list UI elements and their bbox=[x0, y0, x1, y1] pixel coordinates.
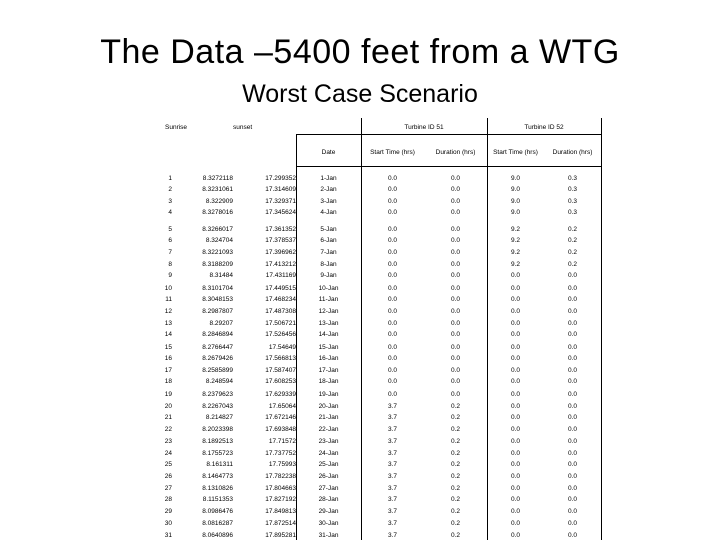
cell-duration-2: 0.0 bbox=[567, 426, 578, 433]
cell-date: 17-Jan bbox=[318, 367, 339, 374]
cell-sunset: 17.487308 bbox=[265, 308, 296, 315]
cell-duration-2: 0.0 bbox=[567, 496, 578, 503]
cell-date: 13-Jan bbox=[318, 320, 339, 327]
cell-sunset: 17.895281 bbox=[265, 532, 296, 539]
cell-start-2: 9.0 bbox=[510, 186, 521, 193]
cell-start-2: 0.0 bbox=[510, 414, 521, 421]
cell-date: 1-Jan bbox=[320, 175, 337, 182]
cell-day: 2 bbox=[168, 186, 172, 193]
cell-day: 1 bbox=[168, 175, 172, 182]
cell-date: 27-Jan bbox=[318, 485, 339, 492]
cell-day: 25 bbox=[164, 461, 172, 468]
cell-date: 12-Jan bbox=[318, 308, 339, 315]
cell-sunset: 17.431169 bbox=[265, 272, 296, 279]
cell-start-2: 9.2 bbox=[510, 249, 521, 256]
cell-sunset: 17.506721 bbox=[265, 320, 296, 327]
cell-sunrise: 8.1892513 bbox=[202, 438, 233, 445]
cell-day: 12 bbox=[164, 308, 172, 315]
cell-start-1: 0.0 bbox=[387, 355, 398, 362]
cell-date: 19-Jan bbox=[318, 391, 339, 398]
cell-date: 28-Jan bbox=[318, 496, 339, 503]
cell-day: 21 bbox=[164, 414, 172, 421]
cell-date: 30-Jan bbox=[318, 520, 339, 527]
cell-date: 20-Jan bbox=[318, 403, 339, 410]
slide-subtitle: Worst Case Scenario bbox=[242, 80, 478, 108]
cell-start-2: 9.2 bbox=[510, 237, 521, 244]
header-date: Date bbox=[321, 149, 336, 156]
cell-sunrise: 8.3266017 bbox=[202, 226, 233, 233]
cell-duration-1: 0.0 bbox=[450, 308, 461, 315]
cell-day: 31 bbox=[164, 532, 172, 539]
cell-duration-2: 0.3 bbox=[567, 186, 578, 193]
cell-start-1: 3.7 bbox=[387, 414, 398, 421]
cell-day: 10 bbox=[164, 285, 172, 292]
cell-duration-2: 0.0 bbox=[567, 403, 578, 410]
cell-day: 4 bbox=[168, 209, 172, 216]
cell-duration-1: 0.0 bbox=[450, 367, 461, 374]
cell-duration-2: 0.3 bbox=[567, 175, 578, 182]
cell-duration-2: 0.0 bbox=[567, 320, 578, 327]
cell-start-2: 0.0 bbox=[510, 485, 521, 492]
cell-sunset: 17.526456 bbox=[265, 331, 296, 338]
cell-date: 11-Jan bbox=[318, 296, 339, 303]
cell-duration-2: 0.0 bbox=[567, 473, 578, 480]
header-rule-top bbox=[296, 134, 601, 135]
cell-start-2: 0.0 bbox=[510, 473, 521, 480]
cell-day: 18 bbox=[164, 378, 172, 385]
cell-sunset: 17.608253 bbox=[265, 378, 296, 385]
cell-start-2: 0.0 bbox=[510, 285, 521, 292]
cell-sunrise: 8.2679426 bbox=[202, 355, 233, 362]
cell-duration-1: 0.0 bbox=[450, 320, 461, 327]
cell-start-2: 9.0 bbox=[510, 175, 521, 182]
cell-sunset: 17.827192 bbox=[265, 496, 296, 503]
cell-sunrise: 8.3231061 bbox=[202, 186, 233, 193]
cell-duration-1: 0.0 bbox=[450, 261, 461, 268]
cell-start-2: 0.0 bbox=[510, 308, 521, 315]
cell-duration-1: 0.0 bbox=[450, 355, 461, 362]
header-duration-1: Duration (hrs) bbox=[435, 149, 476, 156]
cell-date: 16-Jan bbox=[318, 355, 339, 362]
cell-day: 29 bbox=[164, 508, 172, 515]
cell-start-1: 0.0 bbox=[387, 320, 398, 327]
cell-duration-2: 0.0 bbox=[567, 414, 578, 421]
cell-start-2: 0.0 bbox=[510, 320, 521, 327]
cell-date: 9-Jan bbox=[320, 272, 337, 279]
cell-date: 5-Jan bbox=[320, 226, 337, 233]
cell-duration-1: 0.0 bbox=[450, 237, 461, 244]
cell-duration-1: 0.2 bbox=[450, 414, 461, 421]
cell-duration-1: 0.0 bbox=[450, 209, 461, 216]
cell-day: 30 bbox=[164, 520, 172, 527]
cell-duration-1: 0.2 bbox=[450, 426, 461, 433]
cell-start-2: 0.0 bbox=[510, 367, 521, 374]
cell-start-1: 0.0 bbox=[387, 331, 398, 338]
cell-day: 13 bbox=[164, 320, 172, 327]
cell-duration-1: 0.2 bbox=[450, 520, 461, 527]
cell-duration-2: 0.0 bbox=[567, 450, 578, 457]
cell-sunrise: 8.2846894 bbox=[202, 331, 233, 338]
cell-date: 10-Jan bbox=[318, 285, 339, 292]
header-duration-2: Duration (hrs) bbox=[552, 149, 593, 156]
cell-sunset: 17.693848 bbox=[265, 426, 296, 433]
cell-day: 15 bbox=[164, 344, 172, 351]
cell-sunset: 17.566813 bbox=[265, 355, 296, 362]
cell-start-1: 0.0 bbox=[387, 296, 398, 303]
cell-duration-1: 0.0 bbox=[450, 186, 461, 193]
cell-start-1: 0.0 bbox=[387, 198, 398, 205]
cell-sunset: 17.396962 bbox=[265, 249, 296, 256]
cell-start-2: 0.0 bbox=[510, 344, 521, 351]
cell-start-2: 0.0 bbox=[510, 296, 521, 303]
cell-start-1: 3.7 bbox=[387, 485, 398, 492]
cell-day: 17 bbox=[164, 367, 172, 374]
cell-start-2: 0.0 bbox=[510, 378, 521, 385]
cell-duration-1: 0.2 bbox=[450, 461, 461, 468]
cell-sunset: 17.413212 bbox=[265, 261, 296, 268]
cell-sunrise: 8.3048153 bbox=[202, 296, 233, 303]
cell-date: 2-Jan bbox=[320, 186, 337, 193]
cell-start-1: 0.0 bbox=[387, 285, 398, 292]
cell-duration-2: 0.0 bbox=[567, 272, 578, 279]
cell-day: 3 bbox=[168, 198, 172, 205]
cell-day: 6 bbox=[168, 237, 172, 244]
cell-start-2: 0.0 bbox=[510, 532, 521, 539]
cell-sunrise: 8.0816287 bbox=[202, 520, 233, 527]
cell-sunset: 17.75993 bbox=[268, 461, 296, 468]
cell-sunset: 17.849813 bbox=[265, 508, 296, 515]
cell-start-1: 0.0 bbox=[387, 308, 398, 315]
cell-sunset: 17.737752 bbox=[265, 450, 296, 457]
cell-day: 24 bbox=[164, 450, 172, 457]
cell-sunset: 17.629339 bbox=[265, 391, 296, 398]
cell-start-1: 0.0 bbox=[387, 391, 398, 398]
cell-start-1: 0.0 bbox=[387, 186, 398, 193]
cell-sunrise: 8.2023398 bbox=[202, 426, 233, 433]
column-rule bbox=[601, 118, 602, 540]
cell-date: 15-Jan bbox=[318, 344, 339, 351]
cell-day: 28 bbox=[164, 496, 172, 503]
cell-duration-1: 0.0 bbox=[450, 198, 461, 205]
cell-start-1: 3.7 bbox=[387, 496, 398, 503]
cell-sunrise: 8.214827 bbox=[205, 414, 233, 421]
cell-sunset: 17.872514 bbox=[265, 520, 296, 527]
cell-sunrise: 8.31484 bbox=[209, 272, 233, 279]
header-start-1: Start Time (hrs) bbox=[370, 149, 415, 156]
slide-title: The Data –5400 feet from a WTG bbox=[100, 33, 620, 71]
cell-duration-1: 0.0 bbox=[450, 391, 461, 398]
cell-date: 25-Jan bbox=[318, 461, 339, 468]
cell-sunset: 17.449515 bbox=[265, 285, 296, 292]
cell-sunrise: 8.1464773 bbox=[202, 473, 233, 480]
cell-start-2: 9.0 bbox=[510, 209, 521, 216]
cell-date: 26-Jan bbox=[318, 473, 339, 480]
cell-sunrise: 8.2987807 bbox=[202, 308, 233, 315]
cell-start-1: 0.0 bbox=[387, 209, 398, 216]
cell-date: 18-Jan bbox=[318, 378, 339, 385]
cell-day: 27 bbox=[164, 485, 172, 492]
cell-start-1: 0.0 bbox=[387, 175, 398, 182]
cell-date: 7-Jan bbox=[320, 249, 337, 256]
cell-sunset: 17.672146 bbox=[265, 414, 296, 421]
cell-start-1: 0.0 bbox=[387, 344, 398, 351]
cell-start-2: 9.2 bbox=[510, 226, 521, 233]
cell-sunset: 17.782238 bbox=[265, 473, 296, 480]
cell-duration-2: 0.0 bbox=[567, 438, 578, 445]
cell-start-2: 0.0 bbox=[510, 331, 521, 338]
cell-day: 19 bbox=[164, 391, 172, 398]
cell-start-1: 3.7 bbox=[387, 461, 398, 468]
cell-day: 20 bbox=[164, 403, 172, 410]
cell-start-1: 3.7 bbox=[387, 520, 398, 527]
cell-start-1: 3.7 bbox=[387, 426, 398, 433]
header-turbine-51: Turbine ID 51 bbox=[404, 124, 444, 131]
cell-start-2: 0.0 bbox=[510, 461, 521, 468]
cell-day: 26 bbox=[164, 473, 172, 480]
cell-duration-1: 0.0 bbox=[450, 344, 461, 351]
cell-start-2: 0.0 bbox=[510, 520, 521, 527]
cell-date: 24-Jan bbox=[318, 450, 339, 457]
cell-date: 21-Jan bbox=[318, 414, 339, 421]
cell-sunset: 17.314609 bbox=[265, 186, 296, 193]
cell-day: 22 bbox=[164, 426, 172, 433]
cell-date: 23-Jan bbox=[318, 438, 339, 445]
cell-start-1: 0.0 bbox=[387, 272, 398, 279]
cell-duration-1: 0.0 bbox=[450, 331, 461, 338]
cell-duration-2: 0.0 bbox=[567, 355, 578, 362]
cell-sunrise: 8.1310826 bbox=[202, 485, 233, 492]
header-turbine-52: Turbine ID 52 bbox=[524, 124, 564, 131]
cell-duration-2: 0.0 bbox=[567, 285, 578, 292]
cell-date: 31-Jan bbox=[318, 532, 339, 539]
cell-start-1: 3.7 bbox=[387, 403, 398, 410]
cell-duration-1: 0.2 bbox=[450, 496, 461, 503]
cell-sunset: 17.587407 bbox=[265, 367, 296, 374]
cell-duration-2: 0.0 bbox=[567, 367, 578, 374]
cell-sunset: 17.71572 bbox=[268, 438, 296, 445]
cell-duration-1: 0.2 bbox=[450, 532, 461, 539]
cell-date: 6-Jan bbox=[320, 237, 337, 244]
cell-sunset: 17.54649 bbox=[268, 344, 296, 351]
cell-sunrise: 8.3278016 bbox=[202, 209, 233, 216]
cell-duration-1: 0.0 bbox=[450, 378, 461, 385]
cell-duration-2: 0.2 bbox=[567, 261, 578, 268]
cell-duration-2: 0.0 bbox=[567, 308, 578, 315]
cell-start-1: 0.0 bbox=[387, 378, 398, 385]
cell-date: 4-Jan bbox=[320, 209, 337, 216]
cell-sunrise: 8.2585899 bbox=[202, 367, 233, 374]
cell-sunset: 17.345624 bbox=[265, 209, 296, 216]
cell-duration-1: 0.0 bbox=[450, 285, 461, 292]
cell-day: 7 bbox=[168, 249, 172, 256]
cell-sunrise: 8.0640896 bbox=[202, 532, 233, 539]
cell-sunset: 17.361352 bbox=[265, 226, 296, 233]
cell-start-2: 0.0 bbox=[510, 496, 521, 503]
cell-sunrise: 8.1755723 bbox=[202, 450, 233, 457]
cell-duration-1: 0.0 bbox=[450, 249, 461, 256]
cell-sunset: 17.65064 bbox=[268, 403, 296, 410]
cell-start-1: 3.7 bbox=[387, 450, 398, 457]
cell-start-2: 0.0 bbox=[510, 355, 521, 362]
cell-start-2: 9.0 bbox=[510, 198, 521, 205]
cell-start-1: 3.7 bbox=[387, 508, 398, 515]
cell-duration-2: 0.0 bbox=[567, 532, 578, 539]
cell-sunrise: 8.29207 bbox=[209, 320, 233, 327]
cell-duration-2: 0.0 bbox=[567, 485, 578, 492]
cell-start-2: 0.0 bbox=[510, 272, 521, 279]
cell-duration-2: 0.3 bbox=[567, 198, 578, 205]
cell-duration-1: 0.2 bbox=[450, 473, 461, 480]
cell-sunrise: 8.324704 bbox=[205, 237, 233, 244]
cell-start-1: 0.0 bbox=[387, 261, 398, 268]
cell-start-1: 3.7 bbox=[387, 473, 398, 480]
cell-sunrise: 8.1151353 bbox=[202, 496, 233, 503]
cell-sunrise: 8.248594 bbox=[205, 378, 233, 385]
cell-start-2: 0.0 bbox=[510, 438, 521, 445]
cell-duration-2: 0.0 bbox=[567, 461, 578, 468]
cell-start-1: 3.7 bbox=[387, 438, 398, 445]
cell-date: 14-Jan bbox=[318, 331, 339, 338]
cell-start-2: 0.0 bbox=[510, 450, 521, 457]
cell-start-2: 0.0 bbox=[510, 508, 521, 515]
cell-sunrise: 8.3221093 bbox=[202, 249, 233, 256]
cell-duration-1: 0.2 bbox=[450, 450, 461, 457]
cell-duration-1: 0.0 bbox=[450, 296, 461, 303]
cell-duration-2: 0.0 bbox=[567, 331, 578, 338]
cell-sunrise: 8.161311 bbox=[206, 461, 233, 468]
cell-duration-2: 0.0 bbox=[567, 508, 578, 515]
cell-duration-2: 0.3 bbox=[567, 209, 578, 216]
cell-start-1: 0.0 bbox=[387, 249, 398, 256]
cell-duration-1: 0.0 bbox=[450, 272, 461, 279]
cell-sunrise: 8.3188209 bbox=[202, 261, 233, 268]
cell-duration-2: 0.0 bbox=[567, 296, 578, 303]
cell-sunrise: 8.2267043 bbox=[202, 403, 233, 410]
header-start-2: Start Time (hrs) bbox=[493, 149, 538, 156]
cell-day: 16 bbox=[164, 355, 172, 362]
cell-start-1: 3.7 bbox=[387, 532, 398, 539]
cell-start-2: 0.0 bbox=[510, 426, 521, 433]
cell-duration-1: 0.0 bbox=[450, 226, 461, 233]
header-sunrise: Sunrise bbox=[165, 124, 188, 131]
cell-day: 5 bbox=[168, 226, 172, 233]
cell-sunrise: 8.3272118 bbox=[202, 175, 233, 182]
cell-duration-1: 0.2 bbox=[450, 485, 461, 492]
cell-duration-1: 0.2 bbox=[450, 403, 461, 410]
cell-day: 14 bbox=[164, 331, 172, 338]
cell-sunset: 17.329371 bbox=[265, 198, 296, 205]
cell-duration-2: 0.0 bbox=[567, 520, 578, 527]
cell-sunrise: 8.3101704 bbox=[202, 285, 233, 292]
cell-duration-2: 0.2 bbox=[567, 226, 578, 233]
cell-start-1: 0.0 bbox=[387, 367, 398, 374]
cell-sunrise: 8.2379623 bbox=[202, 391, 233, 398]
cell-start-2: 9.2 bbox=[510, 261, 521, 268]
cell-start-1: 0.0 bbox=[387, 237, 398, 244]
cell-date: 3-Jan bbox=[320, 198, 337, 205]
header-rule-bottom bbox=[296, 166, 601, 167]
cell-day: 11 bbox=[165, 296, 172, 303]
cell-day: 9 bbox=[168, 272, 172, 279]
cell-duration-2: 0.0 bbox=[567, 391, 578, 398]
cell-date: 8-Jan bbox=[320, 261, 337, 268]
cell-sunrise: 8.2766447 bbox=[202, 344, 233, 351]
cell-duration-2: 0.2 bbox=[567, 249, 578, 256]
cell-duration-1: 0.2 bbox=[450, 438, 461, 445]
cell-sunset: 17.299352 bbox=[265, 175, 296, 182]
cell-day: 23 bbox=[164, 438, 172, 445]
cell-sunset: 17.804663 bbox=[265, 485, 296, 492]
cell-start-2: 0.0 bbox=[510, 403, 521, 410]
cell-date: 22-Jan bbox=[318, 426, 339, 433]
cell-date: 29-Jan bbox=[318, 508, 339, 515]
cell-duration-2: 0.0 bbox=[567, 378, 578, 385]
cell-duration-1: 0.0 bbox=[450, 175, 461, 182]
cell-start-2: 0.0 bbox=[510, 391, 521, 398]
cell-day: 8 bbox=[168, 261, 172, 268]
cell-sunset: 17.468234 bbox=[265, 296, 296, 303]
cell-sunrise: 8.0986476 bbox=[202, 508, 233, 515]
cell-duration-1: 0.2 bbox=[450, 508, 461, 515]
cell-start-1: 0.0 bbox=[387, 226, 398, 233]
cell-duration-2: 0.0 bbox=[567, 344, 578, 351]
cell-sunrise: 8.322909 bbox=[205, 198, 233, 205]
header-sunset: sunset bbox=[233, 124, 253, 131]
cell-sunset: 17.378537 bbox=[265, 237, 296, 244]
cell-duration-2: 0.2 bbox=[567, 237, 578, 244]
